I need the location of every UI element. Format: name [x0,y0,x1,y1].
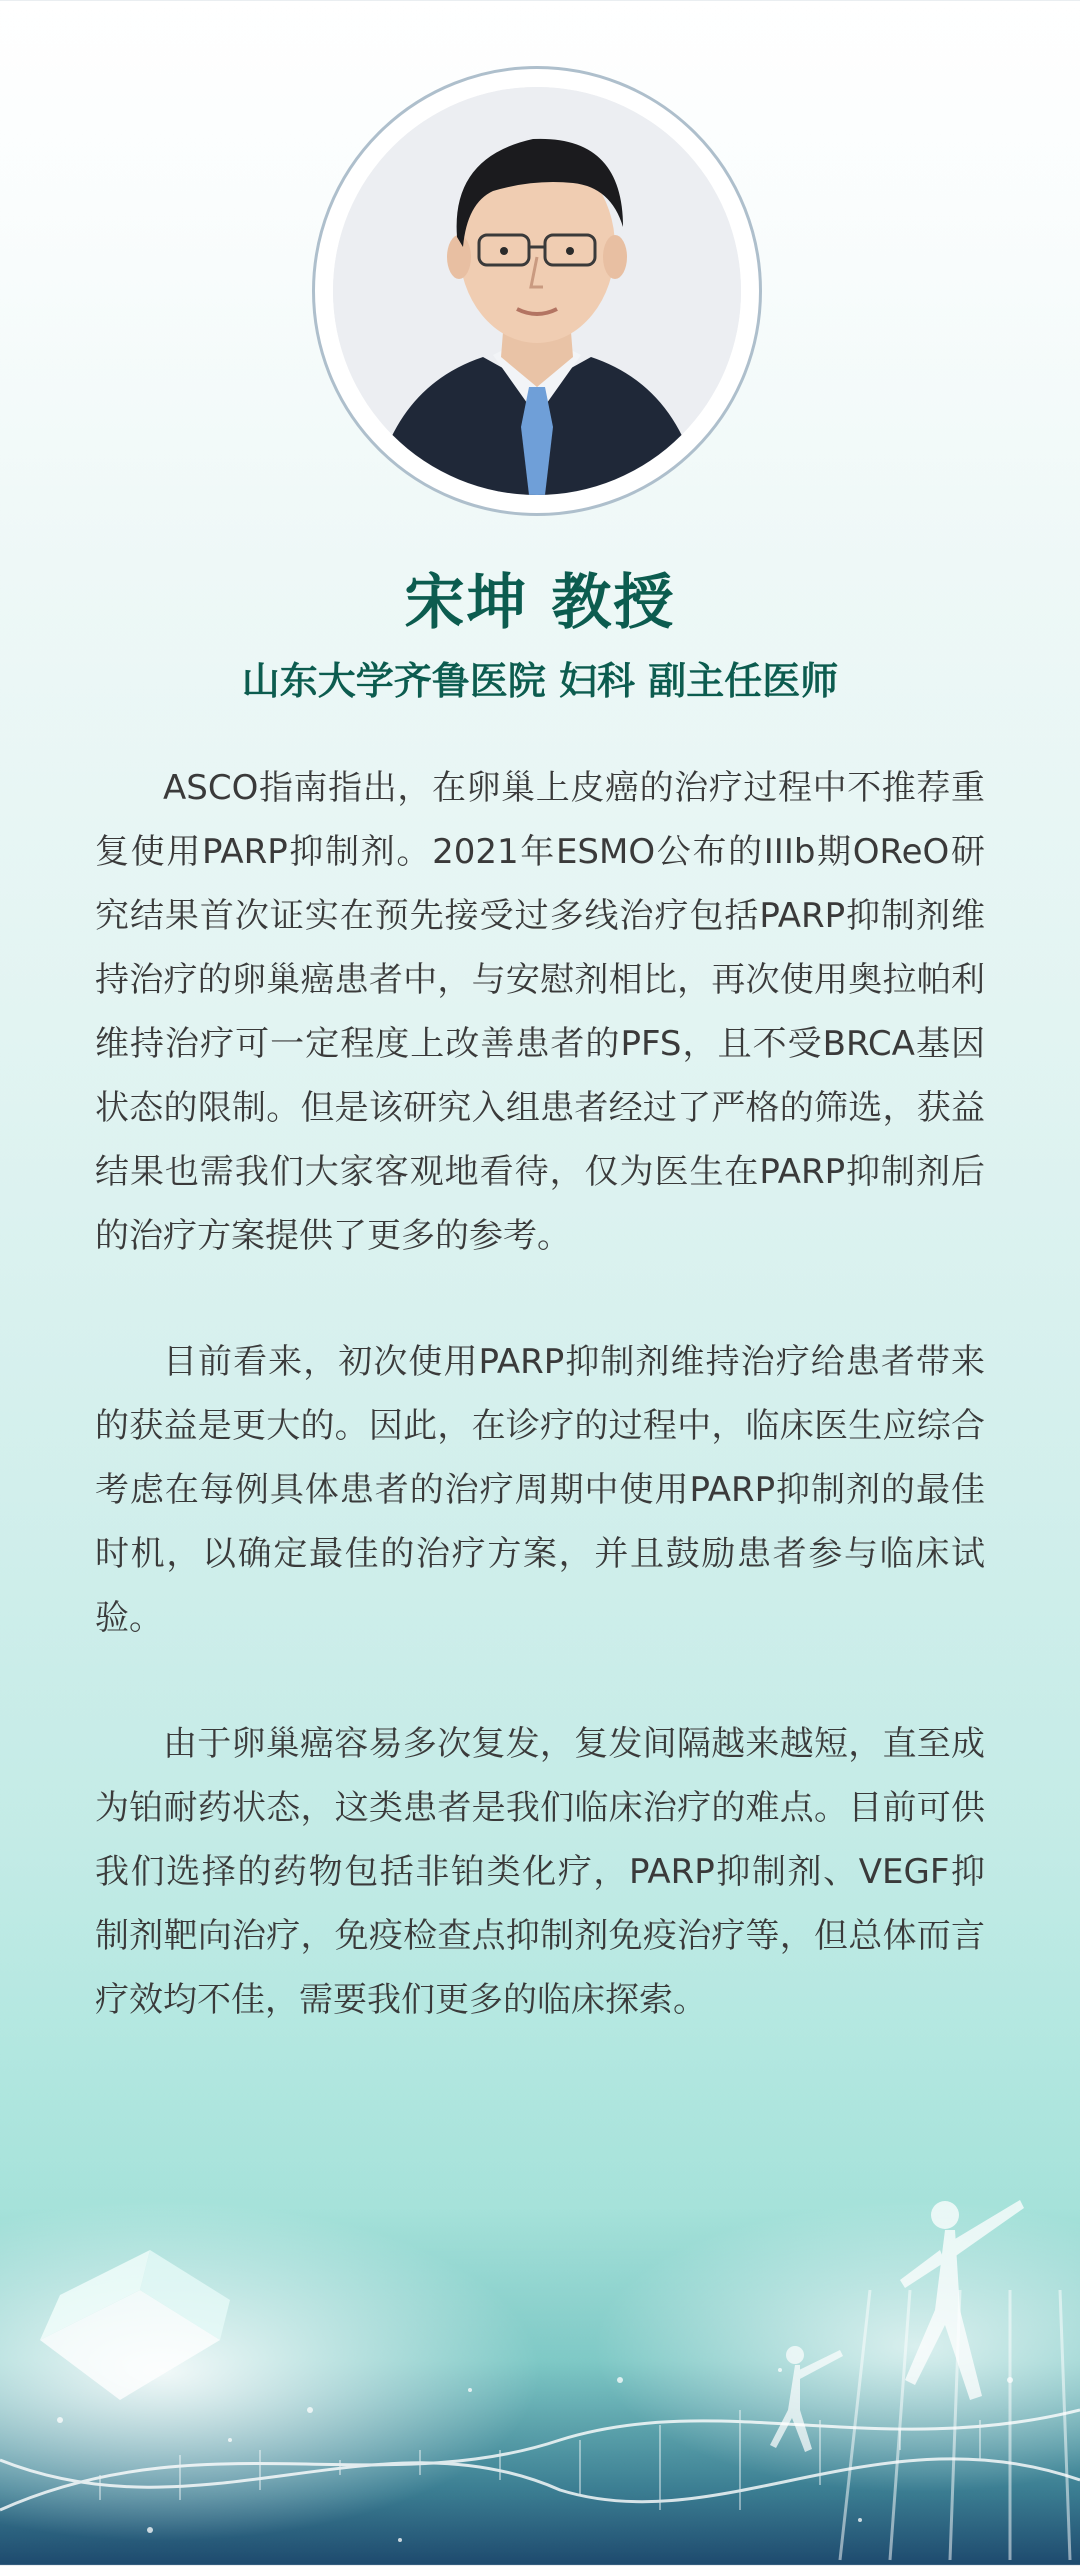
portrait-frame [312,66,762,516]
article-body [95,756,985,2094]
doctor-portrait-photo [333,87,741,495]
paragraph-2: 目前看来，初次使用PARP抑制剂维持治疗给患者带来的获益是更大的。因此，在诊疗的过程中，临床医生应综合考虑在每例具体患者的治疗周期中使用PARP抑制剂的最佳时机，以确定最佳的治疗方案，并且鼓励患者参与临床试验。 [95,1342,985,1638]
paragraph-3: 由于卵巢癌容易多次复发，复发间隔越来越短，直至成为铂耐药状态，这类患者是我们临床治疗的难点。目前可供我们选择的药物包括非铂类化疗，PARP抑制剂、VEGF抑制剂靶向治疗，免疫检查点抑制剂免疫治疗等，但总体而言疗效均不佳，需要我们更多的临床探索。 [95,1724,985,2020]
doctor-name: 宋坤 教授 [404,568,676,638]
doctor-affiliation: 山东大学齐鲁医院 妇科 副主任医师 [241,659,839,703]
decorative-footer-illustration [0,2080,1080,2565]
paragraph-1: ASCO指南指出，在卵巢上皮癌的治疗过程中不推荐重复使用PARP抑制剂。2021年ESMO公布的IIIb期OReO研究结果首次证实在预先接受过多线治疗包括PARP抑制剂维持治疗的卵巢癌患者中，与安慰剂相比，再次使用奥拉帕利维持治疗可一定程度上改善患者的PFS，且不受BRCA基因状态的限制。但是该研究入组患者经过了严格的筛选，获益结果也需我们大家客观地看待，仅为医生在PARP抑制剂后的治疗方案提供了更多的参考。 [95,768,985,1256]
